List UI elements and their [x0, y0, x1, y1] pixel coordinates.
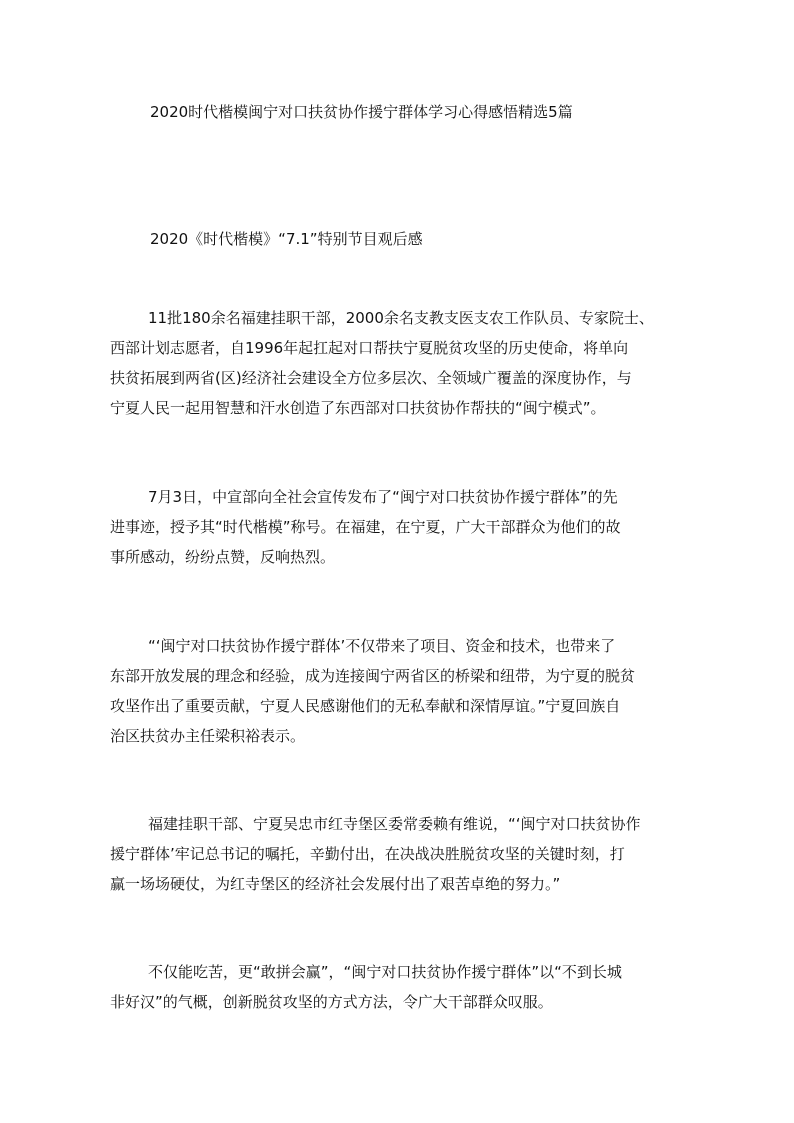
paragraph-line: 援宁群体’牢记总书记的嘱托，辛勤付出，在决战决胜脱贫攻坚的关键时刻，打 — [110, 845, 625, 863]
paragraph-3 — [110, 631, 700, 751]
paragraph-line: 赢一场场硬仗，为红寺堡区的经济社会发展付出了艰苦卓绝的努力。” — [110, 875, 561, 893]
paragraph-line: 11批180余名福建挂职干部，2000余名支教支医支农工作队员、专家院士、 — [148, 309, 654, 327]
paragraph-2 — [110, 482, 700, 572]
document-subtitle: 2020《时代楷模》“7.1”特别节目观后感 — [150, 230, 423, 248]
paragraph-5 — [110, 957, 700, 1017]
paragraph-line: 进事迹，授予其“时代楷模”称号。在福建，在宁夏，广大干部群众为他们的故 — [110, 518, 621, 536]
paragraph-line: 不仅能吃苦，更“敢拼会赢”，“闽宁对口扶贫协作援宁群体”以“不到长城 — [148, 963, 622, 981]
paragraph-line: 西部计划志愿者，自1996年起扛起对口帮扶宁夏脱贫攻坚的历史使命，将单向 — [110, 339, 629, 357]
paragraph-line: 7月3日，中宣部向全社会宣传发布了“闽宁对口扶贫协作援宁群体”的先 — [148, 488, 618, 506]
paragraph-1 — [110, 303, 700, 423]
paragraph-line: 攻坚作出了重要贡献，宁夏人民感谢他们的无私奉献和深情厚谊。”宁夏回族自 — [110, 697, 621, 715]
paragraph-4 — [110, 809, 700, 899]
document-title: 2020时代楷模闽宁对口扶贫协作援宁群体学习心得感悟精选5篇 — [150, 103, 573, 121]
paragraph-line: 治区扶贫办主任梁积裕表示。 — [110, 727, 306, 745]
paragraph-line: 扶贫拓展到两省(区)经济社会建设全方位多层次、全领域广覆盖的深度协作，与 — [110, 369, 632, 387]
paragraph-line: 福建挂职干部、宁夏吴忠市红寺堡区委常委赖有维说，“‘闽宁对口扶贫协作 — [148, 815, 641, 833]
paragraph-line: “‘闽宁对口扶贫协作援宁群体’不仅带来了项目、资金和技术，也带来了 — [148, 637, 616, 655]
paragraph-line: 事所感动，纷纷点赞，反响热烈。 — [110, 548, 336, 566]
paragraph-line: 非好汉”的气概，创新脱贫攻坚的方式方法，令广大干部群众叹服。 — [110, 993, 553, 1011]
paragraph-line: 宁夏人民一起用智慧和汗水创造了东西部对口扶贫协作帮扶的“闽宁模式”。 — [110, 399, 606, 417]
paragraph-line: 东部开放发展的理念和经验，成为连接闽宁两省区的桥梁和纽带，为宁夏的脱贫 — [110, 667, 636, 685]
